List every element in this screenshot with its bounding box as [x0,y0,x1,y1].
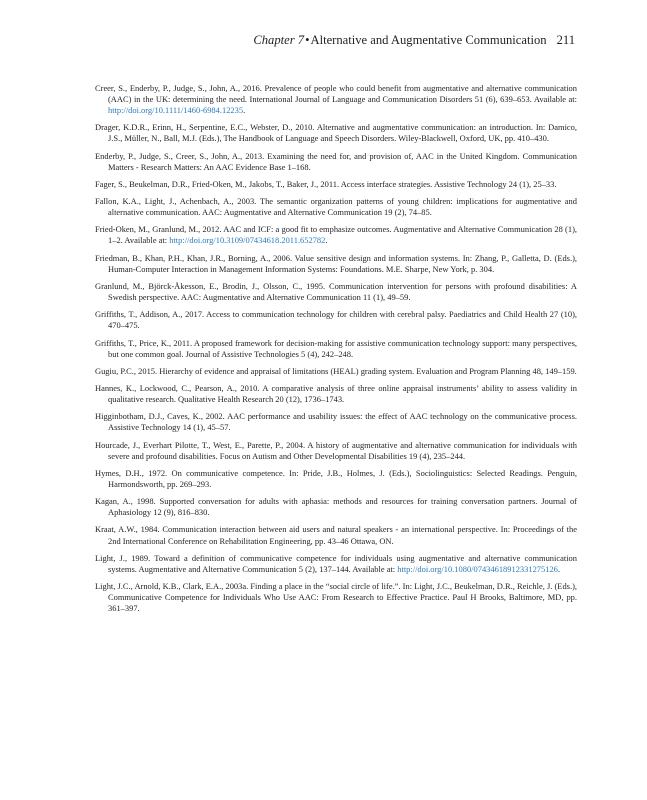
reference-text: Drager, K.D.R., Erinn, H., Serpentine, E.C., Webster, D., 2010. Alternative and augmentative communication: an introduction. In: Damico, J.S., Müller, N., Ball, M.J. (Eds.), The Handbook of Language and Speech Disorders. Wiley-Blackwell, Oxford, UK, pp. 410–430. [95,122,577,144]
bullet-separator: • [305,33,310,47]
reference-entry [95,122,577,144]
reference-entry [95,383,577,405]
reference-text: Granlund, M., Björck-Åkesson, E., Brodin, J., Olsson, C., 1995. Communication intervention for persons with profound disabilities: A Swedish perspective. AAC: Augmentative and Alternative Communication 11 (1), 49–59. [95,280,577,303]
reference-entry [95,224,577,246]
reference-entry [95,524,577,546]
reference-entry [95,83,577,116]
reference-text: Creer, S., Enderby, P., Judge, S., John, A., 2016. Prevalence of people who could benefit from augmentative and alternative communication (AAC) in the UK: determining the need. International Journal of Language and Communication Disorders 51 (6), 639–653. Available at: [95,83,577,105]
reference-text: Light, J.C., Arnold, K.B., Clark, E.A., 2003a. Finding a place in the “social circle of life.”. In: Light, J.C., Beukelman, D.R., Reichle, J. (Eds.), Communicative Competence for Individuals Who Use AAC: From Research to Effective Practice. Paul H Brooks, Baltimore, MD, pp. 361–397. [95,581,577,614]
page-number: 211 [556,33,575,47]
reference-entry [95,179,577,190]
reference-text: Hourcade, J., Everhart Pilotte, T., West, E., Parette, P., 2004. A history of augmentative and alternative communication for individuals with severe and profound disabilities. Focus on Autism and Other Developmental Disabilities 19 (4), 235–244. [95,439,577,461]
reference-text: Griffiths, T., Price, K., 2011. A proposed framework for decision-making for assistive communication technology support: many perspectives, but one common goal. Journal of Assistive Technologies 5 (4), 242–248. [95,337,577,359]
chapter-label: Chapter 7 [253,33,305,47]
reference-entry [95,411,577,433]
reference-text: Friedman, B., Khan, P.H., Khan, J.R., Borning, A., 2006. Value sensitive design and information systems. In: Zhang, P., Galletta, D. (Eds.), Human-Computer Interaction in Management Information Systems: Foundations. M.E. Sharpe, New York, p. 304. [95,252,577,274]
reference-text: Gugiu, P.C., 2015. Hierarchy of evidence and appraisal of limitations (HEAL) grading system. Evaluation and Program Planning 48, 149–159. [95,365,577,376]
reference-entry [95,366,577,377]
reference-text: Fallon, K.A., Light, J., Achenbach, A., 2003. The semantic organization patterns of young children: implications for augmentative and alternative communication. AAC: Augmentative and Alternative Communication 19 (2), 74–85. [95,196,577,218]
doi-link[interactable]: http://doi.org/10.3109/07434618.2011.652782 [169,235,326,246]
reference-text: Hymes, D.H., 1972. On communicative competence. In: Pride, J.B., Holmes, J. (Eds.), Sociolinguistics: Selected Readings. Penguin, Harmondsworth, pp. 269–293. [95,467,577,489]
reference-text: Fried-Oken, M., Granlund, M., 2012. AAC and ICF: a good fit to emphasize outcomes. Augmentative and Alternative Communication 28 (1), 1–2. Available at: [95,224,577,246]
reference-text: Kraat, A.W., 1984. Communication interaction between aid users and natural speakers - an international perspective. In: Proceedings of the 2nd International Conference on Rehabilitation Engineering, pp. 43–46 Ottawa, ON. [95,524,577,546]
chapter-title: Alternative and Augmentative Communication [310,33,547,47]
reference-entry [95,338,577,360]
reference-text: Higginbotham, D.J., Caves, K., 2002. AAC performance and usability issues: the effect of AAC technology on the communicative process. Assistive Technology 14 (1), 45–57. [95,411,577,433]
reference-suffix: . [325,235,328,246]
reference-suffix: . [557,563,560,574]
reference-entry [95,496,577,518]
reference-entry [95,309,577,331]
reference-text: Light, J., 1989. Toward a definition of communicative competence for individuals using augmentative and alternative communication systems. Augmentative and Alternative Communication 5 (2), 137–144. Available at: [95,552,577,574]
reference-suffix: . [243,105,246,116]
reference-entry [95,468,577,490]
reference-entry [95,151,577,173]
doi-link[interactable]: http://doi.org/10.1080/07434618912331275126 [397,563,558,574]
reference-entry [95,281,577,303]
reference-entry [95,196,577,218]
reference-text: Griffiths, T., Addison, A., 2017. Access to communication technology for children with cerebral palsy. Paediatrics and Child Health 27 (10), 470–475. [95,309,577,331]
reference-text: Fager, S., Beukelman, D.R., Fried-Oken, M., Jakobs, T., Baker, J., 2011. Access interface strategies. Assistive Technology 24 (1), 25–33. [95,178,557,189]
reference-entry [95,440,577,462]
reference-entry [95,553,577,575]
reference-text: Kagan, A., 1998. Supported conversation for adults with aphasia: methods and resources for training conversation partners. Journal of Aphasiology 12 (9), 816–830. [95,496,577,518]
reference-entry [95,581,577,614]
running-head [253,32,575,48]
reference-entry [95,253,577,275]
reference-text: Enderby, P., Judge, S., Creer, S., John, A., 2013. Examining the need for, and provision of, AAC in the United Kingdom. Communication Matters - Research Matters: An AAC Evidence Base 1–168. [95,150,577,172]
reference-text: Hannes, K., Lockwood, C., Pearson, A., 2010. A comparative analysis of three online appraisal instruments’ ability to assess validity in qualitative research. Qualitative Health Research 20 (12), 1736–1743. [95,383,577,405]
reference-list [95,83,577,620]
doi-link[interactable]: http://doi.org/10.1111/1460-6984.12235 [108,105,244,116]
